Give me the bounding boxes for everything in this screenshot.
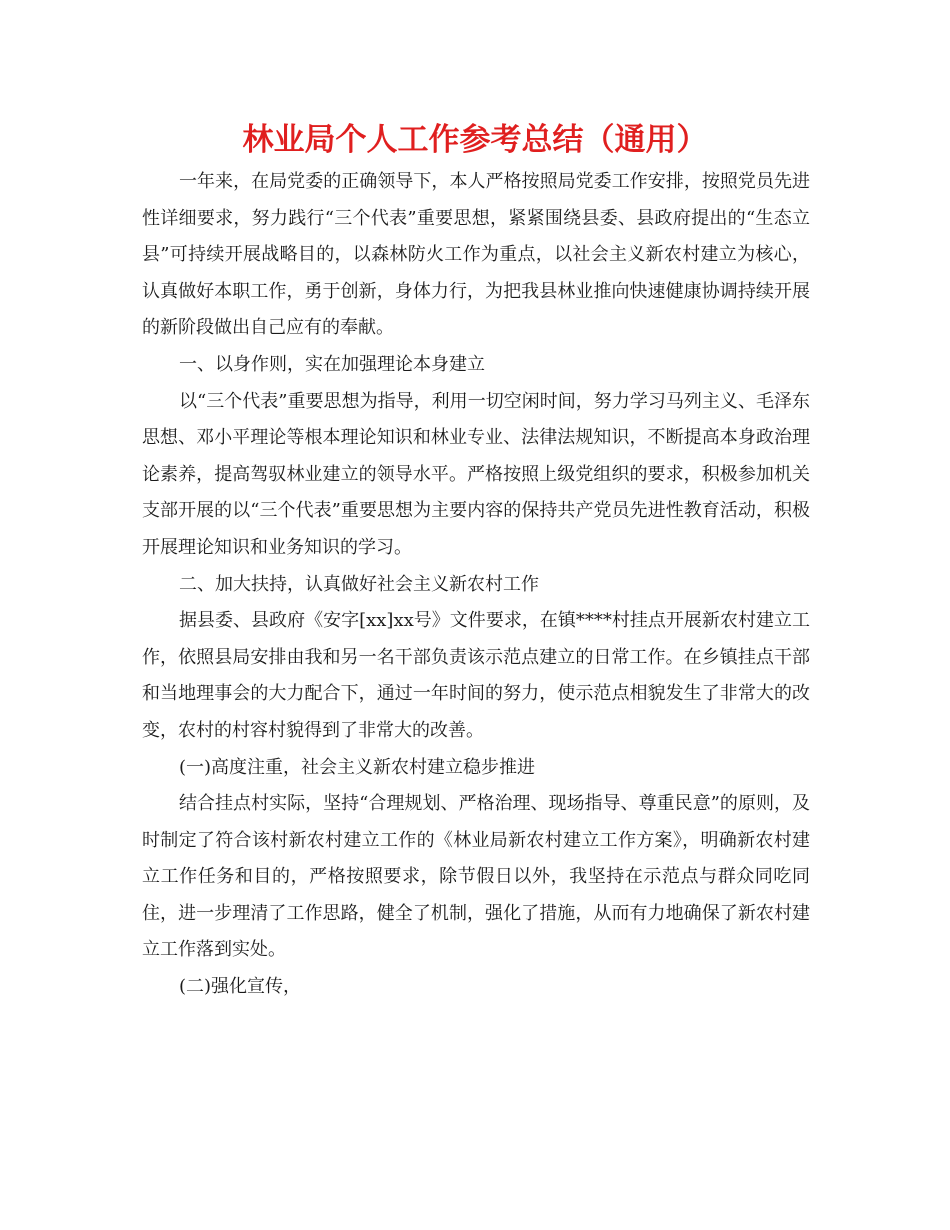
section-2-paragraph: 据县委、县政府《安字[xx]xx号》文件要求，在镇****村挂点开展新农村建立工作，依照县局安排由我和另一名干部负责该示范点建立的日常工作。在乡镇挂点干部和当地理事会的大力配合下，通过一年时间的努力，使示范点相貌发生了非常大的改变，农村的村容村貌得到了非常大的改善。: [142, 610, 810, 741]
subsection-heading-1: (一)高度注重，社会主义新农村建立稳步推进: [179, 756, 536, 778]
document-title: 林业局个人工作参考总结（通用）: [242, 122, 708, 158]
subsection-1-paragraph: 结合挂点村实际，坚持“合理规划、严格治理、现场指导、尊重民意”的原则，及时制定了符合该村新农村建立工作的《林业局新农村建立工作方案》，明确新农村建立工作任务和目的，严格按照要求，除节假日以外，我坚持在示范点与群众同吃同住，进一步理清了工作思路，健全了机制，强化了措施，从而有力地确保了新农村建立工作落到实处。: [142, 793, 810, 961]
section-heading-1: 一、以身作则，实在加强理论本身建立: [179, 353, 485, 375]
subsection-heading-2: (二)强化宣传，: [179, 976, 302, 998]
document-body: [142, 164, 810, 1006]
section-heading-2: 二、加大扶持，认真做好社会主义新农村工作: [179, 573, 539, 595]
intro-paragraph: 一年来，在局党委的正确领导下，本人严格按照局党委工作安排，按照党员先进性详细要求，努力践行“三个代表”重要思想，紧紧围绕县委、县政府提出的“生态立县”可持续开展战略目的，以森林防火工作为重点，以社会主义新农村建立为核心，认真做好本职工作，勇于创新，身体力行，为把我县林业推向快速健康协调持续开展的新阶段做出自己应有的奉献。: [142, 171, 810, 339]
section-1-paragraph: 以“三个代表”重要思想为指导，利用一切空闲时间，努力学习马列主义、毛泽东思想、邓小平理论等根本理论知识和林业专业、法律法规知识，不断提高本身政治理论素养，提高驾驭林业建立的领导水平。严格按照上级党组织的要求，积极参加机关支部开展的以“三个代表”重要思想为主要内容的保持共产党员先进性教育活动，积极开展理论知识和业务知识的学习。: [142, 390, 810, 558]
